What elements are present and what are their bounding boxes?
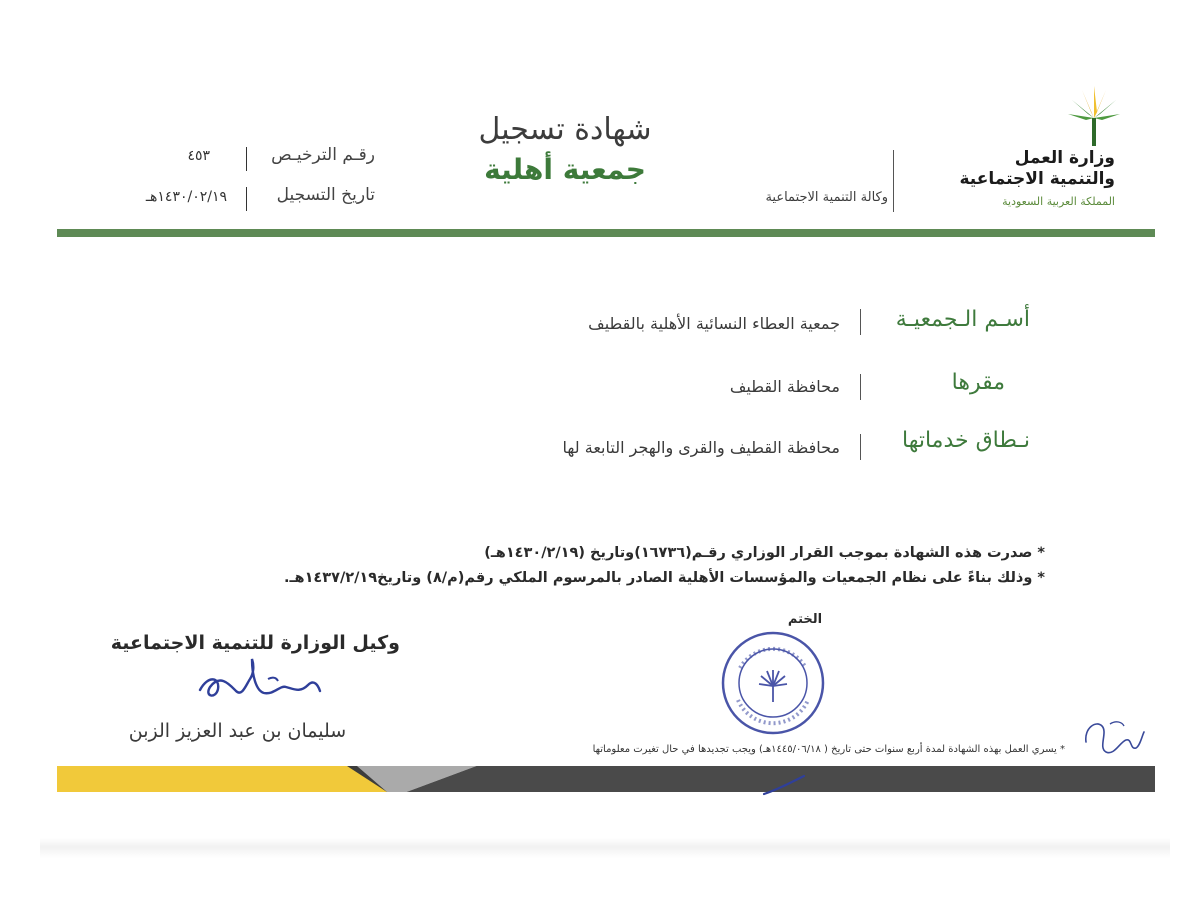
scan-edge-shadow xyxy=(40,838,1170,858)
certificate-title: شهادة تسجيل xyxy=(478,112,652,147)
field-separator xyxy=(860,309,861,335)
license-number-value: ٤٥٣ xyxy=(187,148,210,164)
field-label-association-name: أسـم الـجمعيـة xyxy=(895,307,1030,332)
note-regulation: * وذلك بناءً على نظام الجمعيات والمؤسسات الأهلية الصادر بالمرسوم الملكي رقم(م/٨) وتاريخ١٤٣٧/٢/١٩هـ. xyxy=(284,570,1045,586)
certificate-subtitle: جمعية أهلية xyxy=(484,153,646,186)
handwritten-signature xyxy=(190,655,330,710)
country-name: المملكة العربية السعودية xyxy=(1002,195,1115,208)
field-value-headquarters: محافظة القطيف xyxy=(729,377,840,396)
ministry-palm-logo-icon xyxy=(1059,78,1129,148)
signatory-title: وكيل الوزارة للتنمية الاجتماعية xyxy=(110,632,400,654)
field-value-service-scope: محافظة القطيف والقرى والهجر التابعة لها xyxy=(562,438,840,457)
field-separator xyxy=(860,374,861,400)
license-number-separator xyxy=(246,147,247,171)
license-number-label: رقـم الترخيـص xyxy=(271,145,375,165)
validity-note: * يسري العمل بهذه الشهادة لمدة أربع سنوات حتى تاريخ ( ١٤٤٥/٠٦/١٨هـ) ويجب تجديدها في حال تغيرت معلوماتها xyxy=(592,744,1065,755)
official-seal-stamp xyxy=(718,628,828,738)
field-separator xyxy=(860,434,861,460)
registration-date-row xyxy=(120,185,375,213)
handwritten-initials xyxy=(1080,712,1150,762)
field-label-headquarters: مقرها xyxy=(951,370,1005,395)
ministry-name-line2: والتنمية الاجتماعية xyxy=(959,169,1115,189)
header-green-bar xyxy=(57,229,1155,237)
registration-date-label: تاريخ التسجيل xyxy=(276,185,375,205)
header-divider xyxy=(893,150,894,212)
pen-stroke xyxy=(760,770,810,800)
note-decision: * صدرت هذه الشهادة بموجب القرار الوزاري رقـم(١٦٧٣٦)وتاريخ (١٤٣٠/٢/١٩هـ) xyxy=(484,545,1045,561)
seal-label: الختم xyxy=(787,612,823,627)
registration-date-separator xyxy=(246,187,247,211)
ministry-name-line1: وزارة العمل xyxy=(1014,148,1115,168)
registration-date-value: ١٤٣٠/٠٢/١٩هـ xyxy=(145,189,227,205)
agency-name: وكالة التنمية الاجتماعية xyxy=(765,190,888,205)
license-number-row xyxy=(150,145,375,173)
footer-decorative-bars xyxy=(57,766,1155,792)
field-label-service-scope: نـطاق خدماتها xyxy=(902,428,1030,453)
field-value-association-name: جمعية العطاء النسائية الأهلية بالقطيف xyxy=(588,314,840,333)
signatory-name: سليمان بن عبد العزيز الزبن xyxy=(128,720,347,742)
